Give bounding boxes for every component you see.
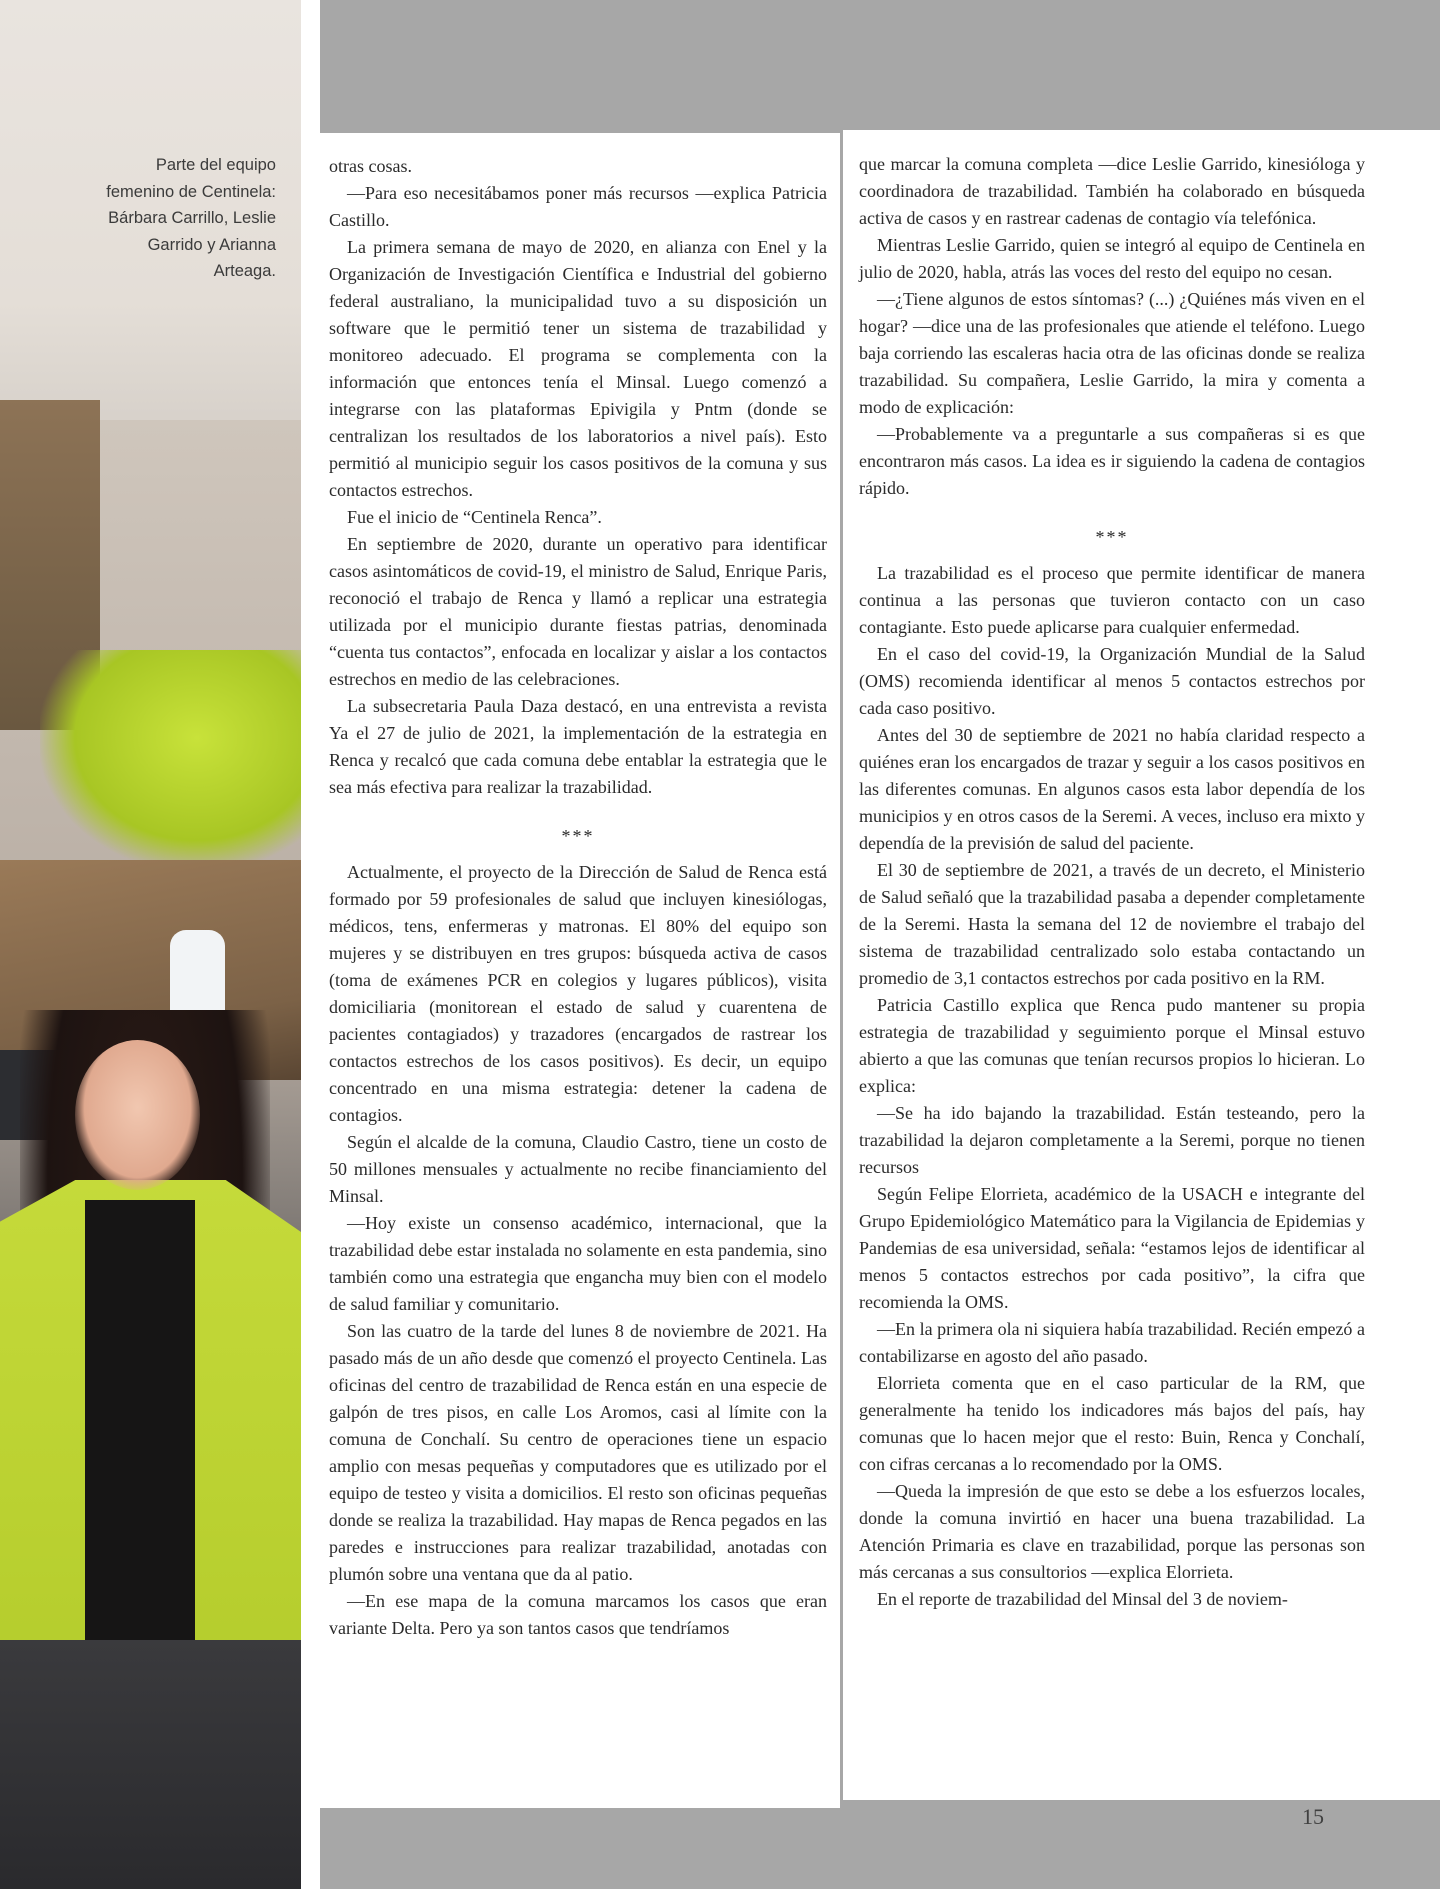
paragraph: que marcar la comuna completa —dice Leslie Garrido, kinesióloga y coordinadora de trazabilidad. También ha colaborado en búsqueda activa de casos y en rastrear cadenas de contagio vía telefónica. [859,154,1365,228]
paragraph: —¿Tiene algunos de estos síntomas? (...) ¿Quiénes más viven en el hogar? —dice una de las profesionales que atiende el teléfono. Luego baja corriendo las escaleras hacia otra de las oficinas donde se realiza trazabilidad. Su compañera, Leslie Garrido, la mira y comenta a modo de explicación: [859,289,1365,417]
section-separator: *** [561,826,595,846]
paragraph: —En ese mapa de la comuna marcamos los casos que eran variante Delta. Pero ya son tantos casos que tendríamos [329,1591,827,1638]
paragraph: otras cosas. [329,156,412,176]
article-column-left [320,133,840,1808]
article-column-right [843,130,1440,1800]
paragraph: En el caso del covid-19, la Organización Mundial de la Salud (OMS) recomienda identificar al menos 5 contactos estrechos por cada caso positivo. [859,644,1365,718]
paragraph: La trazabilidad es el proceso que permite identificar de manera continua a las personas que tuvieron contacto con un caso contagiante. Esto puede aplicarse para cualquier enfermedad. [859,563,1365,637]
paragraph: Según Felipe Elorrieta, académico de la USACH e integrante del Grupo Epidemiológico Matemático para la Vigilancia de Epidemias y Pandemias de esa universidad, señala: “estamos lejos de identificar al menos 5 contactos estrechos por cada positivo”, la cifra que recomienda la OMS. [859,1184,1365,1312]
paragraph: Son las cuatro de la tarde del lunes 8 de noviembre de 2021. Ha pasado más de un año desde que comenzó el proyecto Centinela. Las oficinas del centro de trazabilidad de Renca están en una especie de galpón de tres pisos, en calle Los Aromos, casi al límite con la comuna de Conchalí. Su centro de operaciones tiene un espacio amplio con mesas pequeñas y computadores que es utilizado por el equipo de testeo y visita a domicilios. El resto son oficinas pequeñas donde se realiza la trazabilidad. Hay mapas de Renca pegados en las paredes e instrucciones para realizar trazabilidad, anotadas con plumón sobre una ventana que da al patio. [329,1321,827,1584]
paragraph: El 30 de septiembre de 2021, a través de un decreto, el Ministerio de Salud señaló que la trazabilidad pasaba a depender completamente de la Seremi. Hasta la semana del 12 de noviembre el trabajo del sistema de trazabilidad centralizado solo estaba contactando un promedio de 3,1 contactos estrechos por cada positivo en la RM. [859,860,1365,988]
paragraph: Según el alcalde de la comuna, Claudio Castro, tiene un costo de 50 millones mensuales y actualmente no recibe financiamiento del Minsal. [329,1132,827,1206]
paragraph: Patricia Castillo explica que Renca pudo mantener su propia estrategia de trazabilidad y seguimiento porque el Minsal estuvo abierto a que las comunas que tenían recursos propios lo hicieran. Lo explica: [859,995,1365,1096]
paragraph: —Hoy existe un consenso académico, internacional, que la trazabilidad debe estar instalada no solamente en esta pandemia, sino también como una estrategia que engancha muy bien con el modelo de salud familiar y comunitario. [329,1213,827,1314]
photo-caption: Parte del equipo femenino de Centinela: Bárbara Carrillo, Leslie Garrido y Arianna Arteaga. [106,156,276,280]
paragraph: Fue el inicio de “Centinela Renca”. [347,507,602,527]
paragraph: —Se ha ido bajando la trazabilidad. Están testeando, pero la trazabilidad la dejaron completamente a la Seremi, porque no tienen recursos [859,1103,1365,1177]
paragraph: —Para eso necesitábamos poner más recursos —explica Patricia Castillo. [329,183,827,230]
paragraph: La subsecretaria Paula Daza destacó, en una entrevista a revista Ya el 27 de julio de 2021, la implementación de la estrategia en Renca y recalcó que cada comuna debe entablar la estrategia que le sea más efectiva para realizar la trazabilidad. [329,696,827,797]
photo-border [301,0,320,1889]
paragraph: En septiembre de 2020, durante un operativo para identificar casos asintomáticos de covid-19, el ministro de Salud, Enrique Paris, reconoció el trabajo de Renca y llamó a replicar una estrategia utilizada por el municipio durante fiestas patrias, denominada “cuenta tus contactos”, enfocada en localizar y aislar a los contactos estrechos en medio de las celebraciones. [329,534,827,689]
section-separator: *** [1095,527,1129,547]
paragraph: En el reporte de trazabilidad del Minsal del 3 de noviem- [877,1589,1288,1609]
page-number: 15 [1302,1804,1324,1829]
paragraph: Mientras Leslie Garrido, quien se integró al equipo de Centinela en julio de 2020, habla, atrás las voces del resto del equipo no cesan. [859,235,1365,282]
paragraph: Elorrieta comenta que en el caso particular de la RM, que generalmente ha tenido los indicadores más bajos del país, hay comunas que lo hacen mejor que el resto: Buin, Renca y Conchalí, con cifras cercanas a lo recomendado por la OMS. [859,1373,1365,1474]
column-left-text [329,153,827,1642]
column-right-text [859,151,1365,1613]
paragraph: Actualmente, el proyecto de la Dirección de Salud de Renca está formado por 59 profesionales de salud que incluyen kinesiólogas, médicos, tens, enfermeras y matronas. El 80% del equipo son mujeres y se distribuyen en tres grupos: búsqueda activa de casos (toma de exámenes PCR en colegios y lugares públicos), visita domiciliaria (monitorean el estado de salud y cuarentena de pacientes contagiados) y trazadores (encargados de rastrear los contactos estrechos de los casos positivos). Es decir, un equipo concentrado en una misma estrategia: detener la cadena de contagios. [329,862,827,1125]
paragraph: Antes del 30 de septiembre de 2021 no había claridad respecto a quiénes eran los encargados de trazar y seguir a los casos positivos en las diferentes comunas. En algunos casos esta labor dependía de los municipios y en otros casos de la Seremi. A veces, incluso era mixto y dependía de la previsión de salud del paciente. [859,725,1365,853]
paragraph: —Queda la impresión de que esto se debe a los esfuerzos locales, donde la comuna invirtió en hacer una buena trazabilidad. La Atención Primaria es clave en trazabilidad, porque las personas son más cercanas a sus consultorios —explica Elorrieta. [859,1481,1365,1582]
paragraph: —En la primera ola ni siquiera había trazabilidad. Recién empezó a contabilizarse en agosto del año pasado. [859,1319,1365,1366]
paragraph: —Probablemente va a preguntarle a sus compañeras si es que encontraron más casos. La idea es ir siguiendo la cadena de contagios rápido. [859,424,1365,498]
paragraph: La primera semana de mayo de 2020, en alianza con Enel y la Organización de Investigación Científica e Industrial del gobierno federal australiano, la municipalidad tuvo a su disposición un software que le permitió tener un sistema de trazabilidad y monitoreo adecuado. El programa se complementa con la información que entonces tenía el Minsal. Luego comenzó a integrarse con las plataformas Epivigila y Pntm (donde se centralizan los resultados de los laboratorios a nivel país). Esto permitió al municipio seguir los casos positivos de la comuna y sus contactos estrechos. [329,237,827,500]
